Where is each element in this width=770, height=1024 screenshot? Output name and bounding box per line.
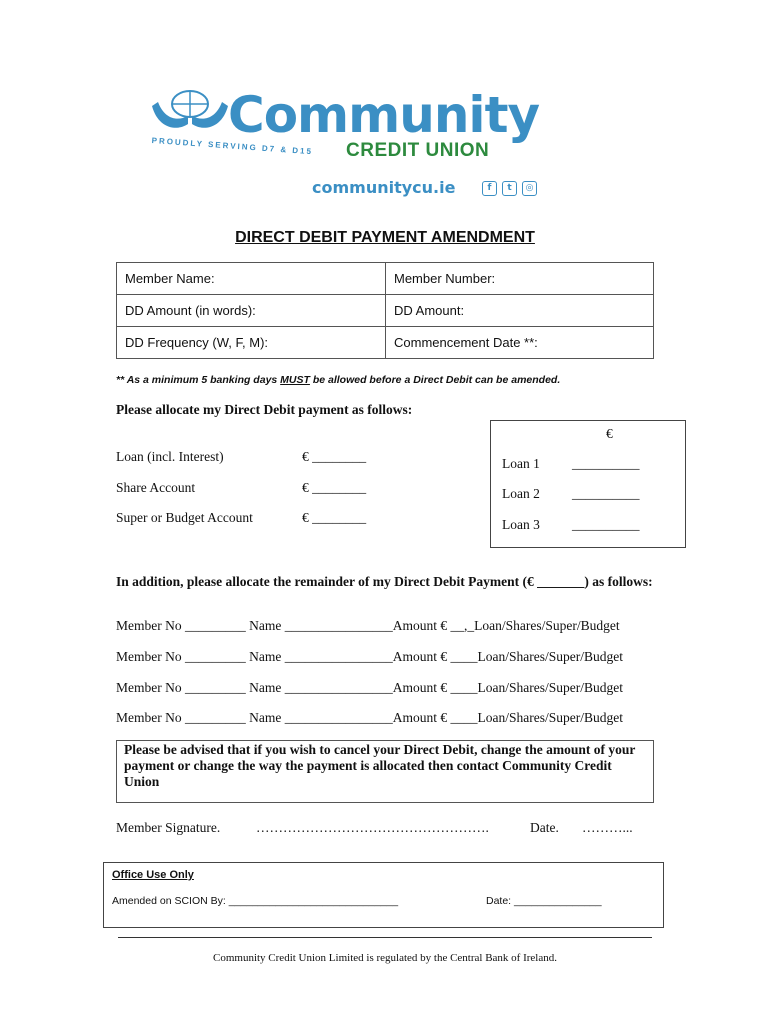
member-allocation-line[interactable]: Member No _________ Name ________________Amount € ____Loan/Shares/Super/Budget <box>116 649 623 664</box>
amendment-note: ** As a minimum 5 banking days MUST be allowed before a Direct Debit can be amended. <box>116 374 561 386</box>
table-row <box>117 295 654 327</box>
dd-frequency-field[interactable]: DD Frequency (W, F, M): <box>117 327 386 359</box>
signature-date-field[interactable]: ………... <box>582 820 633 835</box>
twitter-icon: t <box>502 181 517 196</box>
loan-1-label: Loan 1 <box>502 456 540 471</box>
signature-field[interactable]: ……………………………………………. <box>256 820 489 835</box>
note-emphasis: MUST <box>280 374 310 386</box>
office-use-title: Office Use Only <box>112 869 194 881</box>
instagram-icon: ◎ <box>522 181 537 196</box>
member-allocation-line[interactable]: Member No _________ Name ________________Amount € ____Loan/Shares/Super/Budget <box>116 680 623 695</box>
footer-divider <box>118 937 652 938</box>
allocation-value-super[interactable]: € ________ <box>302 510 367 525</box>
loan-3-label: Loan 3 <box>502 517 540 532</box>
loan-currency-label: € <box>606 426 613 441</box>
allocation-label-super: Super or Budget Account <box>116 510 253 525</box>
office-date-field[interactable]: Date: _______________ <box>486 895 602 907</box>
logo-tagline: PROUDLY SERVING D7 & D15 <box>151 136 314 157</box>
office-amended-field[interactable]: Amended on SCION By: _____________________________ <box>112 895 399 907</box>
member-name-field[interactable]: Member Name: <box>117 263 386 295</box>
loan-3-value[interactable]: __________ <box>572 517 640 532</box>
allocation-label-share: Share Account <box>116 480 196 495</box>
hands-globe-icon <box>150 88 230 138</box>
member-number-field[interactable]: Member Number: <box>386 263 654 295</box>
table-row <box>117 263 654 295</box>
member-details-table <box>116 262 654 359</box>
allocation-value-loan[interactable]: € ________ <box>302 449 367 464</box>
logo-subtitle: CREDIT UNION <box>346 140 490 161</box>
logo-name: Community <box>228 86 540 144</box>
allocation-label-loan: Loan (incl. Interest) <box>116 449 224 464</box>
logo-website: communitycu.ie <box>312 178 456 197</box>
dd-amount-field[interactable]: DD Amount: <box>386 295 654 327</box>
loan-2-value[interactable]: __________ <box>572 486 640 501</box>
member-allocation-line[interactable]: Member No _________ Name ________________Amount € __,_Loan/Shares/Super/Budget <box>116 618 620 633</box>
cancellation-notice-text: Please be advised that if you wish to cancel your Direct Debit, change the amount of your payment or change the way the payment is allocated then contact Community Credit Union <box>124 742 636 789</box>
footer-text: Community Credit Union Limited is regulated by the Central Bank of Ireland. <box>213 952 557 964</box>
allocation-value-share[interactable]: € ________ <box>302 480 367 495</box>
loan-2-label: Loan 2 <box>502 486 540 501</box>
table-row <box>117 327 654 359</box>
facebook-icon: f <box>482 181 497 196</box>
remainder-allocation-heading: In addition, please allocate the remainder of my Direct Debit Payment (€ _______) as follows: <box>116 574 653 589</box>
commencement-date-field[interactable]: Commencement Date **: <box>386 327 654 359</box>
allocation-heading: Please allocate my Direct Debit payment as follows: <box>116 402 413 417</box>
member-allocation-line[interactable]: Member No _________ Name ________________Amount € ____Loan/Shares/Super/Budget <box>116 710 623 725</box>
dd-amount-words-field[interactable]: DD Amount (in words): <box>117 295 386 327</box>
loan-1-value[interactable]: __________ <box>572 456 640 471</box>
page-title: DIRECT DEBIT PAYMENT AMENDMENT <box>235 229 535 246</box>
signature-label: Member Signature. <box>116 820 221 835</box>
signature-date-label: Date. <box>530 820 559 835</box>
